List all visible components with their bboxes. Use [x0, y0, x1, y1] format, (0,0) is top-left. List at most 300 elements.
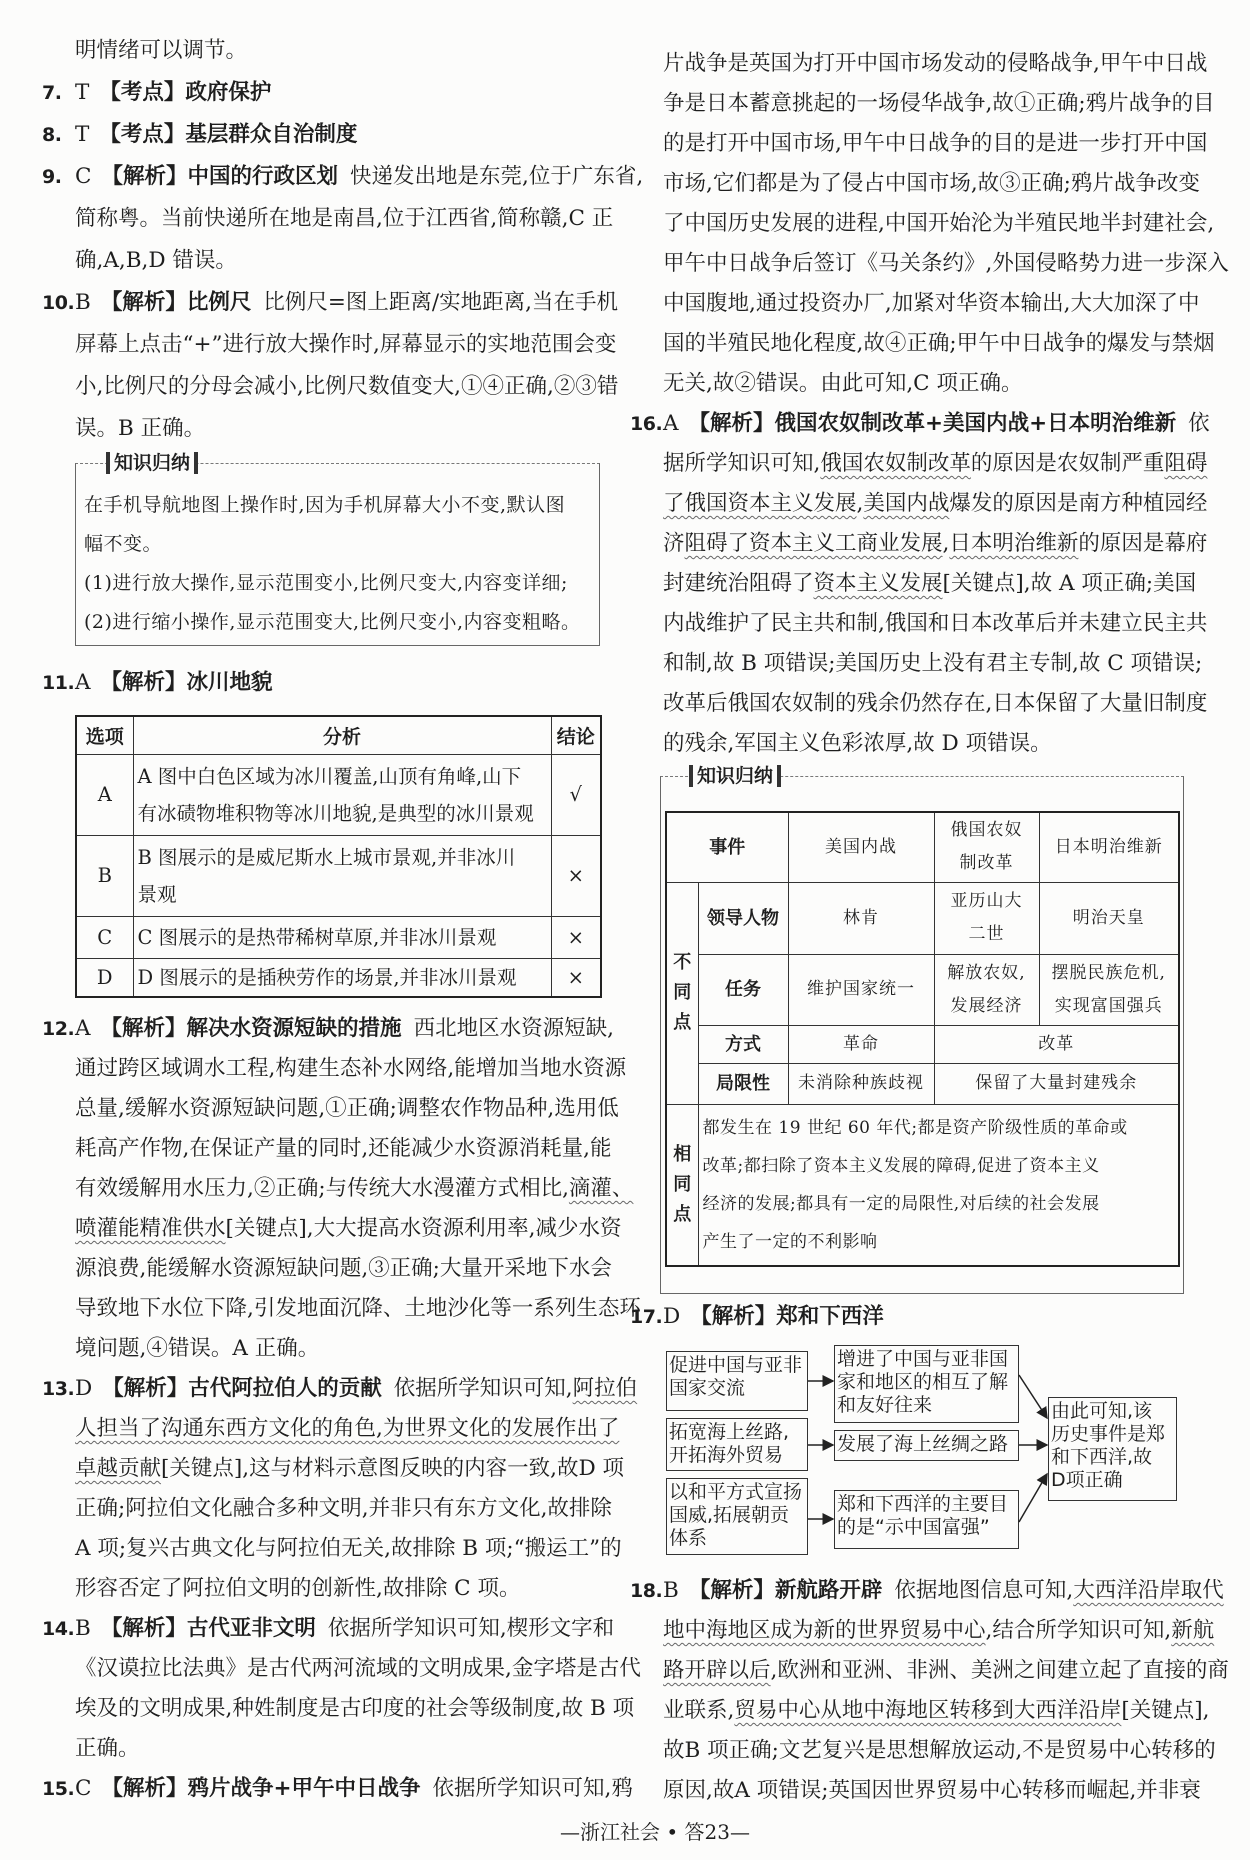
question-number: 11. [42, 672, 75, 694]
tag-label: 【解析】 [688, 1578, 775, 1603]
key-point-underline: 喷灌能精准供水 [75, 1216, 226, 1241]
knowledge-line: 经济的发展;都具有一定的局限性,对后续的社会发展 [702, 1193, 1100, 1214]
knowledge-line: 在手机导航地图上操作时,因为手机屏幕大小不变,默认图 [84, 494, 566, 516]
line-text: 甲午中日战争后签订《马关条约》,外国侵略势力进一步深入 [663, 251, 1229, 276]
left-column-section-b [42, 1009, 641, 1809]
line-text: 简称粤。当前快递所在地是南昌,位于江西省,简称赣,C 正 [75, 206, 614, 231]
analysis-cell [133, 958, 551, 997]
question-number: 14. [42, 1618, 75, 1640]
key-point-underline: 地中海地区成为新的世界贸易中心 [663, 1618, 986, 1643]
line-text: 内战维护了民主共和制,俄国和日本改革后并未建立民主共 [663, 611, 1208, 636]
body-line [75, 408, 604, 450]
tag-label: 【考点】 [99, 80, 186, 105]
item-heading-line [42, 1609, 615, 1649]
body-line [663, 44, 1207, 84]
cell-line: 亚历山大 [950, 891, 1023, 911]
body-line [663, 684, 1207, 724]
event-row [666, 812, 1179, 882]
table-cell [788, 1025, 934, 1063]
knowledge-box-title: 知识归纳 [106, 452, 198, 474]
key-point-underline: 资本主义发展 [813, 571, 943, 596]
question-number: 8. [42, 124, 62, 146]
key-point-underline: 了俄国资本主义发展 [663, 491, 857, 516]
body-line [663, 164, 1200, 204]
knowledge-box-title: 知识归纳 [689, 765, 781, 787]
topic-label: 古代亚非文明 [186, 1616, 316, 1641]
topic-heading [101, 670, 273, 695]
topic-label: 解决水资源短缺的措施 [186, 1016, 402, 1041]
cell-line: 由此可知,该 [1051, 1400, 1153, 1422]
table-cell [1039, 882, 1179, 954]
body-line [663, 244, 1229, 284]
page-footer: —浙江社会 • 答23— [560, 1820, 750, 1844]
item-heading-line [42, 156, 644, 198]
item-heading-line [42, 1009, 614, 1049]
tag-label: 【解析】 [100, 290, 187, 315]
body-line [75, 1409, 619, 1449]
key-point-underline: 日本明治维新 [949, 531, 1079, 556]
header-verdict: 结论 [551, 716, 601, 754]
body-line [663, 1771, 1201, 1811]
topic-heading [102, 1376, 382, 1401]
topic-label: 俄国农奴制改革+美国内战+日本明治维新 [774, 411, 1177, 436]
body-line [663, 284, 1200, 324]
cell-line: 林肯 [843, 907, 879, 928]
line-text: 片战争是英国为打开中国市场发动的侵略战争,甲午中日战 [663, 51, 1208, 76]
line-text: 导致地下水位下降,引发地面沉降、土地沙化等一系列生态环 [75, 1296, 641, 1321]
line-text: 争是日本蓄意挑起的一场侵华战争,故①正确;鸦片战争的目 [663, 91, 1215, 116]
line-text: 源浪费,能缓解水资源短缺问题,③正确;大量开采地下水会 [75, 1256, 612, 1281]
conclusion-box [1048, 1397, 1177, 1501]
topic-label: 基层群众自治制度 [185, 122, 358, 147]
row-label: 方式 [698, 1025, 788, 1063]
items-a [42, 72, 644, 450]
cell-line: 二世 [968, 924, 1005, 944]
analysis-line: 有冰碛物堆积物等冰川地貌,是典型的冰川景观 [137, 801, 534, 825]
cause-box [666, 1478, 808, 1555]
knowledge-line: 改革;都扫除了资本主义发展的障碍,促进了资本主义 [702, 1155, 1100, 1176]
method-row [666, 1025, 1179, 1063]
knowledge-summary-box-left [75, 452, 600, 646]
line-text: ,欧洲和亚洲、非洲、美洲之间建立起了直接的商 [770, 1658, 1229, 1683]
body-line [75, 1729, 604, 1769]
answer-letter: C [75, 1776, 92, 1801]
cell-line: 以和平方式宣扬 [669, 1481, 803, 1503]
arrow-icon [1019, 1375, 1047, 1418]
task-row [666, 954, 1179, 1025]
table-header-row [76, 716, 601, 754]
cell-line: 和友好往来 [837, 1394, 933, 1416]
tag-label: 【解析】 [100, 1016, 187, 1041]
tag-label: 【解析】 [101, 164, 188, 189]
item-heading-line [42, 662, 604, 704]
topic-heading [689, 1578, 883, 1603]
option-cell: C [76, 916, 133, 958]
topic-label: 鸦片战争+甲午中日战争 [187, 1776, 421, 1801]
answer-letter: T [75, 122, 90, 147]
table-cell [788, 954, 934, 1025]
topic-heading [99, 80, 271, 105]
cross-icon: × [551, 958, 601, 997]
arrow-icon [1019, 1474, 1047, 1522]
cell-line: 同 [673, 982, 692, 1003]
line-text: 依据所学知识可知, [393, 1376, 573, 1401]
analysis-line: C 图展示的是热带稀树草原,并非冰川景观 [137, 925, 497, 949]
item-16 [630, 404, 1210, 764]
topic-heading [689, 411, 1177, 436]
line-text: 确,A,B,D 错误。 [75, 248, 237, 273]
cause-box [666, 1418, 808, 1471]
reform-comparison-table [665, 811, 1180, 1267]
question-number: 7. [42, 82, 62, 104]
body-line [663, 1691, 1209, 1731]
body-line [75, 240, 604, 282]
item-heading-line [42, 1369, 638, 1409]
topic-heading [101, 1616, 316, 1641]
line-text: 改革后俄国农奴制的残余仍然存在,日本保留了大量旧制度 [663, 691, 1208, 716]
topic-heading [101, 290, 252, 315]
row-label: 领导人物 [698, 882, 788, 954]
line-text: 业联系, [663, 1698, 735, 1723]
check-icon: √ [551, 754, 601, 835]
line-text: 封建统治阻碍了 [663, 571, 814, 596]
cell-line: 日本明治维新 [1054, 836, 1163, 857]
body-line [75, 1289, 641, 1329]
effect-box [834, 1490, 1019, 1549]
body-line [75, 198, 613, 240]
line-text: 总量,缓解水资源短缺问题,①正确;调整农作物品种,选用低 [75, 1096, 619, 1121]
topic-label: 比例尺 [186, 290, 252, 315]
line-text: 的残余,军国主义色彩浓厚,故 D 项错误。 [663, 731, 1052, 756]
question-number: 13. [42, 1378, 75, 1400]
body-line [75, 1209, 621, 1249]
line-text: 依 [1188, 411, 1210, 436]
item-17-wrap [630, 1297, 1184, 1337]
line-text: 原因,故A 项错误;英国因世界贸易中心转移而崛起,并非衰 [663, 1778, 1201, 1803]
body-line [663, 644, 1202, 684]
item-heading-line [630, 1297, 1184, 1337]
question-number: 15. [42, 1778, 75, 1800]
topic-label: 政府保护 [185, 80, 272, 105]
line-text: [关键点],大大提高水资源利用率,减少水资 [225, 1216, 622, 1241]
body-line [75, 1489, 612, 1529]
line-text: 济 [663, 531, 685, 556]
cell-line: 保留了大量封建残余 [975, 1073, 1138, 1093]
table-cell [934, 1063, 1179, 1104]
answer-letter: D [663, 1304, 681, 1329]
key-point-underline: 俄国农奴制改革 [820, 451, 971, 476]
cell-line: 增进了中国与亚非国 [837, 1348, 1009, 1370]
cell-line: 革命 [843, 1033, 879, 1054]
key-point-underline: 人担当了沟通东西方文化的角色,为世界文化的发展作出了 [75, 1416, 620, 1441]
cell-line: 维护国家统一 [807, 979, 915, 999]
topic-heading [101, 164, 338, 189]
answer-letter: B [75, 1616, 91, 1641]
cell-line: 明治天皇 [1072, 907, 1145, 928]
body-line [663, 564, 1196, 604]
cell-line: 发展了海上丝绸之路 [837, 1433, 1009, 1455]
line-text: 耗高产作物,在保证产量的同时,还能减少水资源消耗量,能 [75, 1136, 612, 1161]
tag-label: 【解析】 [100, 670, 187, 695]
cell-line: 的是“示中国富强” [837, 1516, 990, 1538]
intro-line: 明情绪可以调节。 [75, 38, 248, 63]
answer-letter: T [75, 80, 90, 105]
cell-line: 相 [673, 1143, 692, 1165]
body-line [663, 1611, 1214, 1651]
cell-line: D项正确 [1051, 1469, 1123, 1491]
topic-heading [101, 1776, 420, 1801]
table-cell [1039, 954, 1179, 1025]
line-text: 埃及的文明成果,种姓制度是古印度的社会等级制度,故 B 项 [75, 1696, 635, 1721]
line-text: 比例尺=图上距离/实地距离,当在手机 [263, 290, 618, 315]
knowledge-box-lines [84, 486, 581, 642]
event-cell [1039, 812, 1179, 882]
body-line [75, 1129, 612, 1169]
cell-line: 体系 [669, 1527, 708, 1549]
right-column-section-a [630, 44, 1229, 764]
table-cell [788, 882, 934, 954]
line-text: , [942, 531, 950, 556]
answer-letter: C [75, 164, 92, 189]
cell-line: 未消除种族歧视 [798, 1073, 924, 1093]
line-text: 小,比例尺的分母会减小,比例尺数值变大,①④正确,②③错 [75, 374, 619, 399]
answer-letter: A [75, 1016, 91, 1041]
analysis-line: D 图展示的是插秧劳作的场景,并非冰川景观 [137, 965, 517, 989]
topic-label: 冰川地貌 [186, 670, 273, 695]
body-line [663, 324, 1215, 364]
body-line [75, 1649, 641, 1689]
body-line [663, 204, 1214, 244]
body-line [75, 1569, 604, 1609]
body-line [75, 1689, 634, 1729]
knowledge-line: (2)进行缩小操作,显示范围变大,比例尺变小,内容变粗略。 [84, 611, 581, 633]
header-analysis: 分析 [133, 716, 551, 754]
key-point-underline: 阿拉伯 [572, 1376, 638, 1401]
topic-label: 古代阿拉伯人的贡献 [188, 1376, 382, 1401]
key-point-underline: 美国内战 [863, 491, 950, 516]
line-text: , [856, 491, 864, 516]
key-point-underline: 新航 [1171, 1618, 1215, 1643]
cell-line: 解放农奴, [947, 962, 1026, 983]
question-number: 10. [42, 292, 75, 314]
line-text: 正确。 [75, 1736, 140, 1761]
item-17 [630, 1297, 1184, 1337]
line-text: 形容否定了阿拉伯文明的创新性,故排除 C 项。 [75, 1576, 521, 1601]
item-11 [42, 662, 604, 704]
analysis-line: A 图中白色区域为冰川覆盖,山顶有角峰,山下 [137, 764, 522, 788]
tag-label: 【解析】 [688, 411, 775, 436]
event-cell [934, 812, 1039, 882]
body-line [75, 1449, 624, 1489]
item-heading-line [42, 114, 604, 156]
question-number: 18. [630, 1580, 663, 1602]
similarity-row [666, 1104, 1179, 1266]
answer-letter: B [663, 1578, 679, 1603]
question-number: 17. [630, 1306, 663, 1328]
table-row [76, 958, 601, 997]
body-line [75, 1169, 633, 1209]
question-number: 16. [630, 413, 663, 435]
body-line [663, 1651, 1229, 1691]
body-line [75, 1329, 604, 1369]
line-text: [关键点],这与材料示意图反映的内容一致,故D 项 [161, 1456, 625, 1481]
line-text: 依据所学知识可知,鸦 [432, 1776, 633, 1801]
line-text: 《汉谟拉比法典》是古代两河流域的文明成果,金字塔是古代 [75, 1656, 641, 1681]
body-line [663, 1731, 1216, 1771]
cell-line: 不 [673, 952, 692, 973]
tag-label: 【解析】 [690, 1304, 777, 1329]
cell-line: 美国内战 [825, 836, 897, 857]
line-text: 无关,故②错误。由此可知,C 项正确。 [663, 371, 1023, 396]
body-line [75, 1089, 619, 1129]
line-text: 和制,故 B 项错误;美国历史上没有君主专制,故 C 项错误; [663, 651, 1203, 676]
table-row [76, 754, 601, 835]
table-row [76, 835, 601, 916]
body-line [75, 1249, 612, 1289]
leader-row [666, 882, 1179, 954]
tag-label: 【考点】 [99, 122, 186, 147]
left-column-section-a [42, 30, 644, 450]
item-18 [630, 1571, 1229, 1811]
line-text: 据所学知识可知, [663, 451, 821, 476]
topic-heading [101, 1016, 402, 1041]
cell-line: 改革 [1038, 1033, 1075, 1054]
line-text: 正确;阿拉伯文化融合多种文明,并非只有东方文化,故排除 [75, 1496, 612, 1521]
cell-line: 俄国农奴 [950, 820, 1023, 841]
knowledge-line: 幅不变。 [84, 533, 163, 555]
effect-box [834, 1430, 1019, 1461]
body-line [663, 124, 1207, 164]
body-line [75, 1049, 626, 1089]
item-18-wrap [630, 1571, 1229, 1811]
topic-label: 新航路开辟 [774, 1578, 883, 1603]
knowledge-line: 产生了一定的不利影响 [702, 1231, 878, 1252]
line-text: 依据地图信息可知, [894, 1578, 1074, 1603]
body-line [663, 724, 1184, 764]
item-heading-line [630, 404, 1210, 444]
line-text: ,结合所学知识可知, [985, 1618, 1172, 1643]
item-heading-line [42, 282, 618, 324]
line-text: 了中国历史发展的进程,中国开始沦为半殖民地半封建社会, [663, 211, 1215, 236]
line-text: 误。B 正确。 [75, 416, 206, 441]
effect-box [834, 1345, 1019, 1423]
line-text: 有效缓解用水压力,②正确;与传统大水漫灌方式相比, [75, 1176, 569, 1201]
line-text: 境问题,④错误。A 正确。 [75, 1336, 320, 1361]
line-text: 国的半殖民地化程度,故④正确;甲午中日战争的爆发与禁烟 [663, 331, 1215, 356]
line-text: A 项;复兴古典文化与阿拉伯无关,故排除 B 项;“搬运工”的 [75, 1536, 622, 1561]
body-line [663, 524, 1207, 564]
cell-line: 点 [673, 1203, 692, 1225]
cell-line: 历史事件是郑 [1051, 1423, 1166, 1445]
similarity-label [666, 1104, 698, 1266]
cross-icon: × [551, 835, 601, 916]
items-b [42, 1009, 641, 1809]
body-line [663, 604, 1207, 644]
cell-line: 实现富国强兵 [1054, 995, 1163, 1016]
event-cell [788, 812, 934, 882]
analysis-cell [133, 916, 551, 958]
cell-line: 国家交流 [669, 1377, 746, 1399]
line-text: 的是打开中国市场,甲午中日战争的目的是进一步打开中国 [663, 131, 1208, 156]
key-point-underline: 贸易中心从地中海地区转移到大西洋沿岸 [734, 1698, 1122, 1723]
difference-label [666, 882, 698, 1104]
topic-heading [99, 122, 357, 147]
limitation-row [666, 1063, 1179, 1104]
line-text: 通过跨区域调水工程,构建生态补水网络,能增加当地水资源 [75, 1056, 627, 1081]
event-label: 事件 [666, 812, 788, 882]
key-point-underline: 路开辟以后 [663, 1658, 771, 1683]
item-heading-line [630, 1571, 1224, 1611]
body-line [663, 84, 1215, 124]
answer-letter: A [663, 411, 679, 436]
body-line [75, 366, 618, 408]
answer-letter: A [75, 670, 91, 695]
line-text: 中国腹地,通过投资办厂,加紧对华资本输出,大大加深了中 [663, 291, 1200, 316]
cell-line: 开拓海外贸易 [669, 1444, 784, 1466]
body-line [663, 444, 1207, 484]
answer-letter: B [75, 290, 91, 315]
topic-label: 中国的行政区划 [187, 164, 338, 189]
line-text: 的原因是幕府 [1078, 531, 1208, 556]
line-text: 快递发出地是东莞,位于广东省, [349, 164, 644, 189]
line-text: 屏幕上点击“+”进行放大操作时,屏幕显示的实地范围会变 [75, 332, 617, 357]
table-cell [934, 882, 1039, 954]
key-point-underline: 阻碍 [1164, 451, 1208, 476]
analysis-cell [133, 835, 551, 916]
tag-label: 【解析】 [102, 1376, 189, 1401]
line-text: [关键点],故 A 项正确;美国 [942, 571, 1197, 596]
topic-label: 郑和下西洋 [776, 1304, 884, 1329]
key-point-underline: 卓越贡献 [75, 1456, 162, 1481]
header-option: 选项 [76, 716, 133, 754]
key-point-underline: 滴灌、 [568, 1176, 634, 1201]
cell-line: 同 [673, 1173, 692, 1195]
cell-line: 拓宽海上丝路, [669, 1421, 790, 1443]
cross-icon: × [551, 916, 601, 958]
knowledge-line: (1)进行放大操作,显示范围变小,比例尺变大,内容变详细; [84, 572, 568, 594]
cell-line: 点 [673, 1012, 692, 1033]
key-point-underline: 大西洋沿岸取代 [1073, 1578, 1224, 1603]
line-text: 市场,它们都是为了侵占中国市场,故③正确;鸦片战争改变 [663, 171, 1200, 196]
option-cell: A [76, 754, 133, 835]
cell-line: 发展经济 [950, 995, 1023, 1016]
table-cell [934, 1025, 1179, 1063]
answer-letter: D [75, 1376, 93, 1401]
cell-line: 国威,拓展朝贡 [669, 1504, 790, 1526]
cell-line: 促进中国与亚非 [669, 1354, 803, 1376]
line-text: 故B 项正确;文艺复兴是思想解放运动,不是贸易中心转移的 [663, 1738, 1216, 1763]
tag-label: 【解析】 [100, 1616, 187, 1641]
knowledge-line: 都发生在 19 世纪 60 年代;都是资产阶级性质的革命或 [702, 1117, 1128, 1138]
cell-line: 郑和下西洋的主要目 [837, 1493, 1009, 1515]
cause-box [666, 1351, 808, 1411]
row-label: 任务 [698, 954, 788, 1025]
table-row [76, 916, 601, 958]
body-line [663, 364, 1184, 404]
analysis-line: B 图展示的是威尼斯水上城市景观,并非冰川 [137, 845, 516, 869]
cell-line: 家和地区的相互了解 [837, 1371, 1009, 1393]
analysis-cell [133, 754, 551, 835]
analysis-line: 景观 [137, 882, 177, 906]
key-point-underline: 阻碍了资本主义工商业发展 [684, 531, 943, 556]
table-cell [934, 954, 1039, 1025]
option-cell: B [76, 835, 133, 916]
question-number: 12. [42, 1018, 75, 1040]
body-line [75, 1529, 622, 1569]
cell-line: 制改革 [959, 853, 1014, 874]
question-number: 9. [42, 166, 62, 188]
row-label: 局限性 [698, 1063, 788, 1104]
